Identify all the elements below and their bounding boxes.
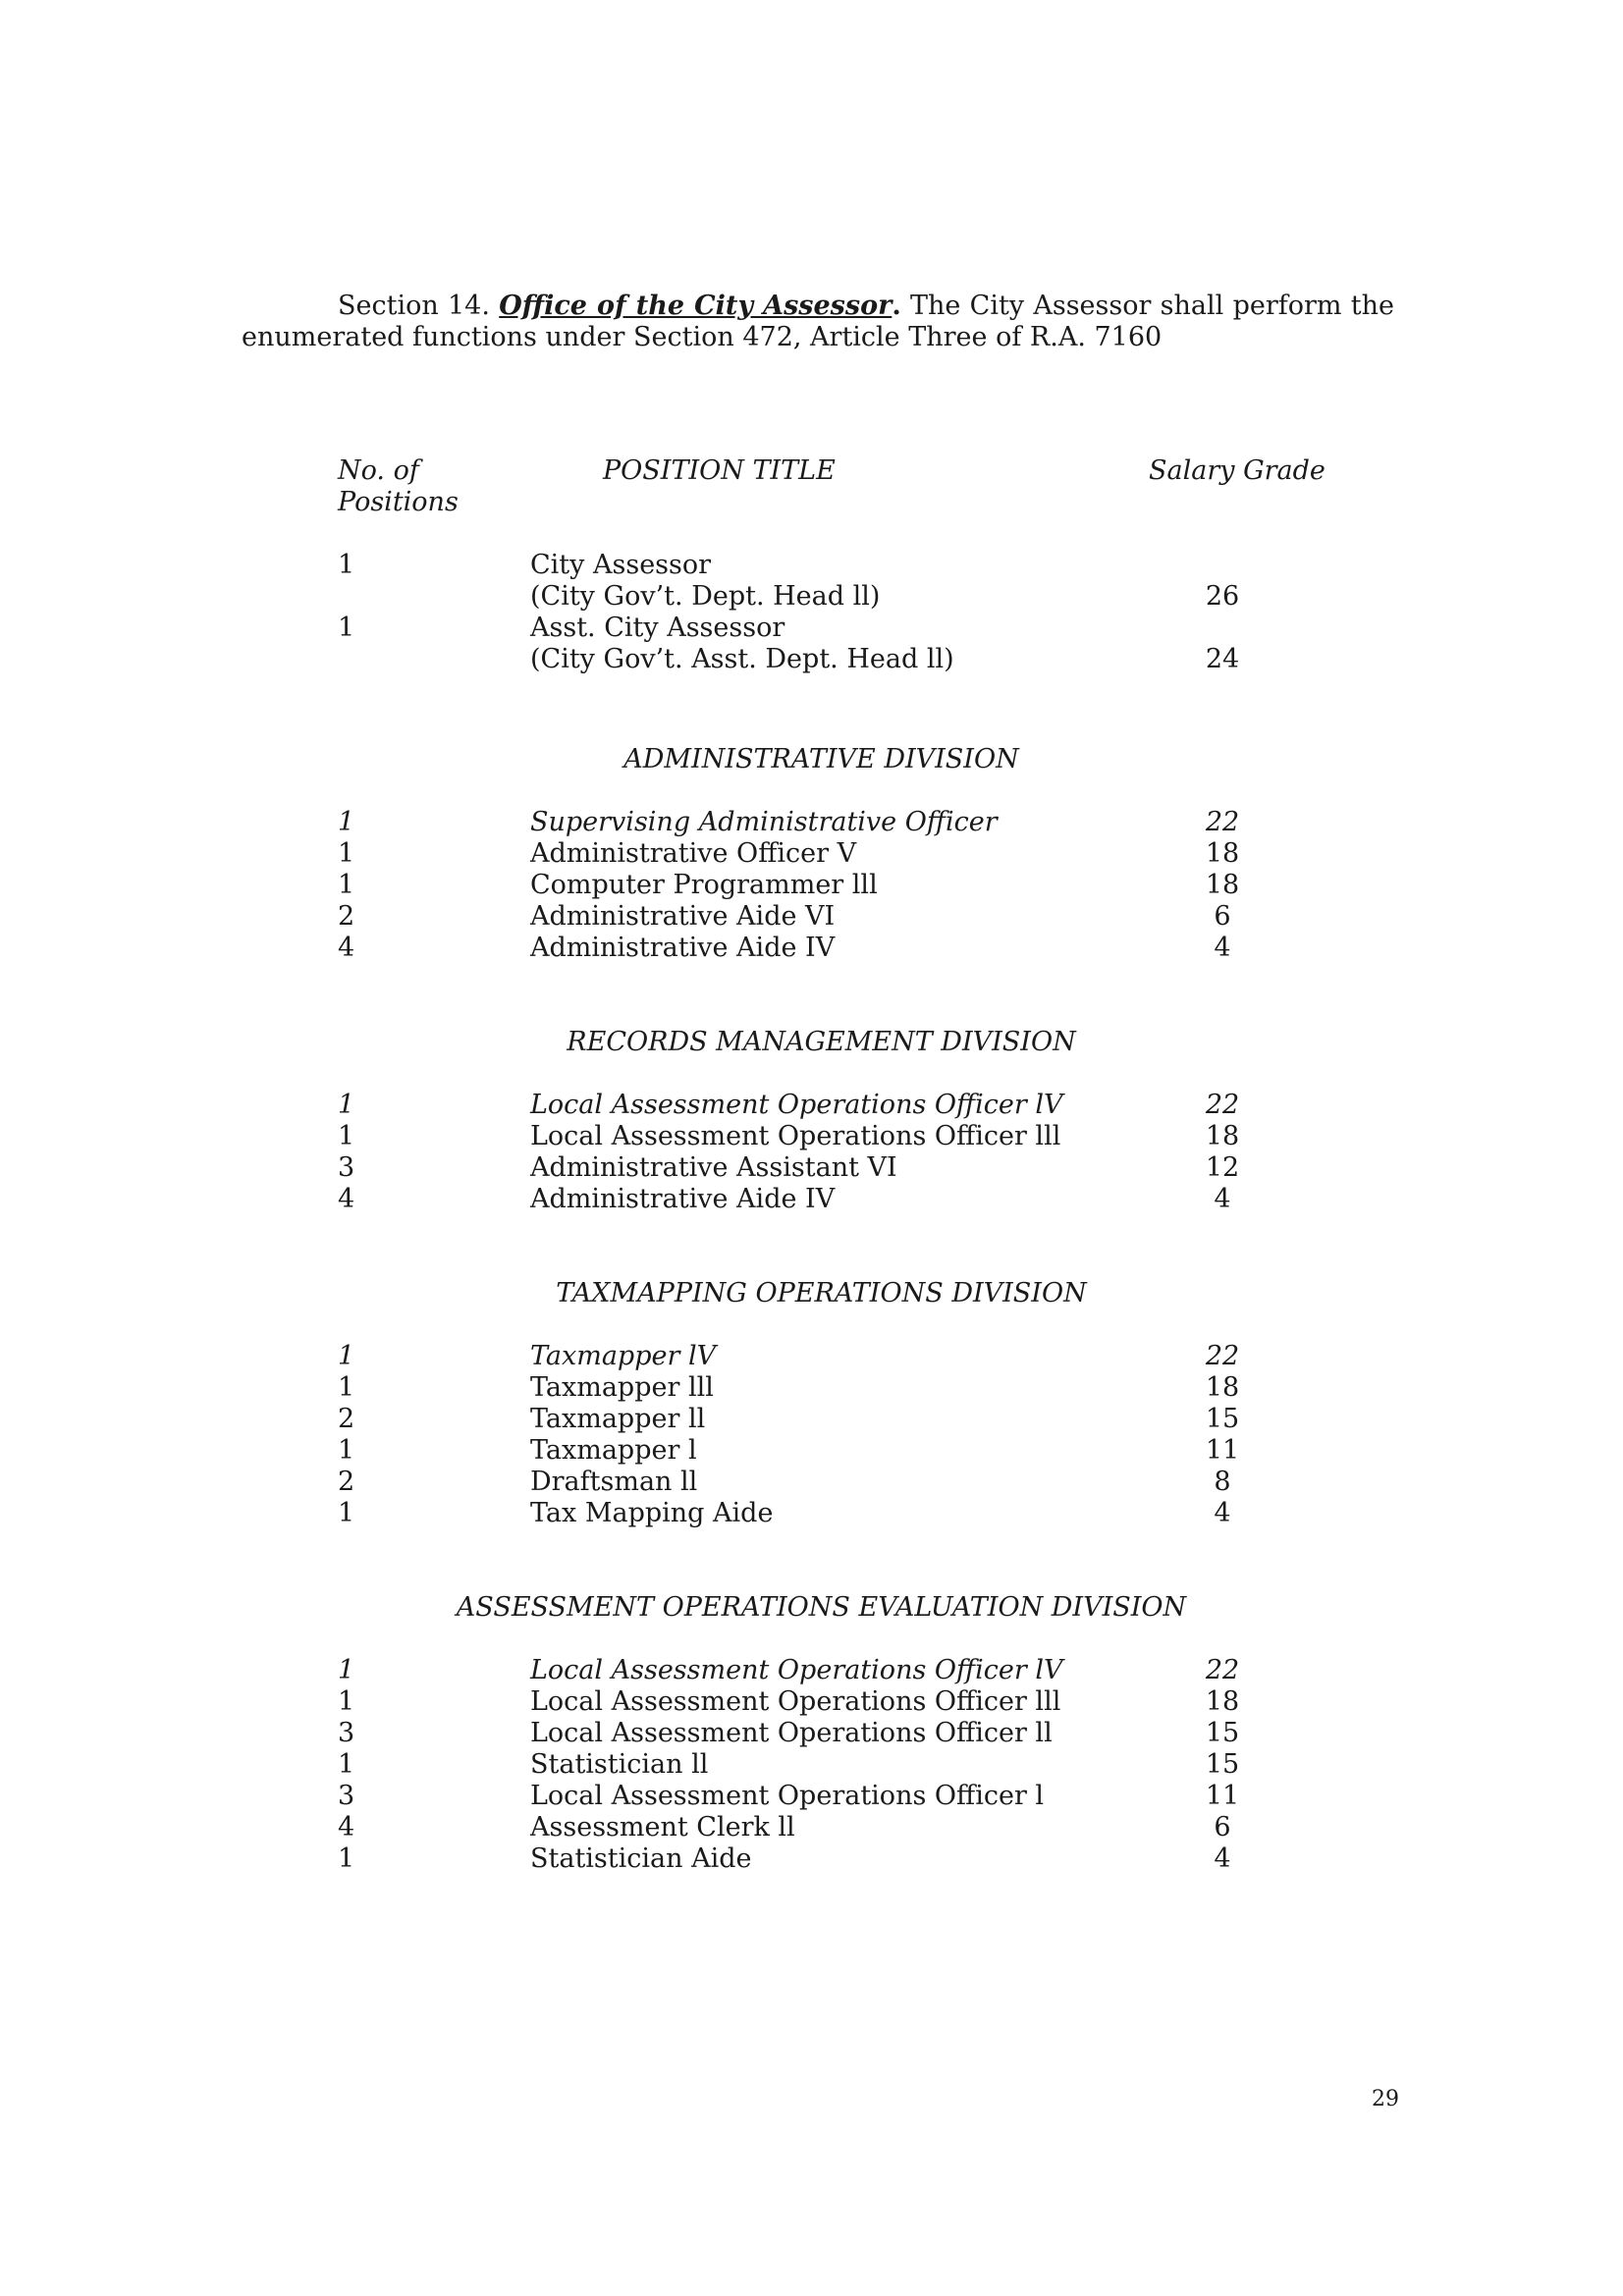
header-position-title: POSITION TITLE [603,455,836,486]
position-title: Administrative Aide VI [530,901,836,932]
head-row-title-sub: (City Gov’t. Dept. Head ll) [530,581,881,612]
position-title: Local Assessment Operations Officer lV [530,1655,1063,1685]
position-count: 3 [338,1781,355,1811]
salary-grade: 22 [1205,1090,1240,1120]
position-count: 1 [338,1498,355,1528]
position-count: 1 [338,1686,355,1717]
position-title: Administrative Officer V [530,838,857,869]
salary-grade: 6 [1214,901,1231,932]
position-title: Computer Programmer lll [530,870,878,900]
position-title: Assessment Clerk ll [530,1812,795,1842]
position-title: Taxmapper lV [530,1341,717,1371]
position-count: 1 [338,1749,355,1780]
office-title-period: . [892,291,901,321]
salary-grade: 4 [1214,1184,1231,1214]
salary-grade: 22 [1205,807,1240,837]
salary-grade: 4 [1214,1498,1231,1528]
section-label: Section 14. [338,291,500,321]
position-count: 1 [338,1090,355,1120]
salary-grade: 8 [1214,1467,1231,1497]
position-title: Local Assessment Operations Officer lll [530,1686,1061,1717]
head-row-grade: 24 [1205,644,1240,674]
head-row-title-sub: (City Gov’t. Asst. Dept. Head ll) [530,644,954,674]
position-title: Draftsman ll [530,1467,698,1497]
position-count: 1 [338,1372,355,1403]
position-count: 4 [338,1184,355,1214]
head-row-title: City Assessor [530,550,712,580]
salary-grade: 15 [1205,1749,1240,1780]
position-title: Statistician ll [530,1749,709,1780]
position-count: 1 [338,838,355,869]
position-title: Administrative Aide IV [530,1184,836,1214]
header-no-line2: Positions [338,487,459,517]
header-salary-grade: Salary Grade [1149,455,1325,486]
position-count: 1 [338,1655,355,1685]
position-title: Statistician Aide [530,1843,752,1874]
division-heading: TAXMAPPING OPERATIONS DIVISION [556,1278,1087,1308]
section-paragraph [242,291,1394,353]
position-count: 1 [338,1843,355,1874]
position-count: 4 [338,933,355,963]
salary-grade: 22 [1205,1655,1240,1685]
position-title: Administrative Assistant VI [530,1152,897,1183]
page-number: 29 [1372,2087,1399,2111]
head-row-grade: 26 [1205,581,1240,612]
position-title: Local Assessment Operations Officer lV [530,1090,1063,1120]
salary-grade: 18 [1205,870,1240,900]
division-heading: ASSESSMENT OPERATIONS EVALUATION DIVISION [456,1592,1187,1623]
salary-grade: 11 [1205,1781,1240,1811]
position-title: Taxmapper ll [530,1404,706,1434]
salary-grade: 4 [1214,933,1231,963]
position-title: Taxmapper lll [530,1372,714,1403]
head-row-title: Asst. City Assessor [530,613,785,643]
salary-grade: 18 [1205,1686,1240,1717]
position-title: Local Assessment Operations Officer l [530,1781,1045,1811]
salary-grade: 4 [1214,1843,1231,1874]
position-title: Administrative Aide IV [530,933,836,963]
head-row-no: 1 [338,613,355,643]
salary-grade: 18 [1205,838,1240,869]
header-no-of-positions [338,455,459,518]
position-title: Taxmapper l [530,1435,697,1466]
position-count: 1 [338,1121,355,1151]
header-no-line1: No. of [338,455,419,486]
position-count: 3 [338,1718,355,1748]
office-title: Office of the City Assessor [499,291,893,321]
position-title: Supervising Administrative Officer [530,807,998,837]
salary-grade: 11 [1205,1435,1240,1466]
salary-grade: 15 [1205,1718,1240,1748]
salary-grade: 6 [1214,1812,1231,1842]
position-count: 1 [338,1435,355,1466]
position-count: 4 [338,1812,355,1842]
salary-grade: 15 [1205,1404,1240,1434]
position-count: 1 [338,870,355,900]
position-count: 1 [338,807,355,837]
salary-grade: 12 [1205,1152,1240,1183]
salary-grade: 22 [1205,1341,1240,1371]
position-title: Local Assessment Operations Officer ll [530,1718,1053,1748]
salary-grade: 18 [1205,1372,1240,1403]
head-row-no: 1 [338,550,355,580]
position-count: 1 [338,1341,355,1371]
position-title: Tax Mapping Aide [530,1498,774,1528]
position-count: 2 [338,1404,355,1434]
division-heading: RECORDS MANAGEMENT DIVISION [567,1027,1076,1057]
position-count: 2 [338,1467,355,1497]
position-title: Local Assessment Operations Officer lll [530,1121,1061,1151]
position-count: 2 [338,901,355,932]
salary-grade: 18 [1205,1121,1240,1151]
position-count: 3 [338,1152,355,1183]
division-heading: ADMINISTRATIVE DIVISION [623,744,1019,774]
section-body: The City Assessor shall perform the enumerated functions under Section 472, Article Three of R.A. 7160 [242,291,1394,352]
